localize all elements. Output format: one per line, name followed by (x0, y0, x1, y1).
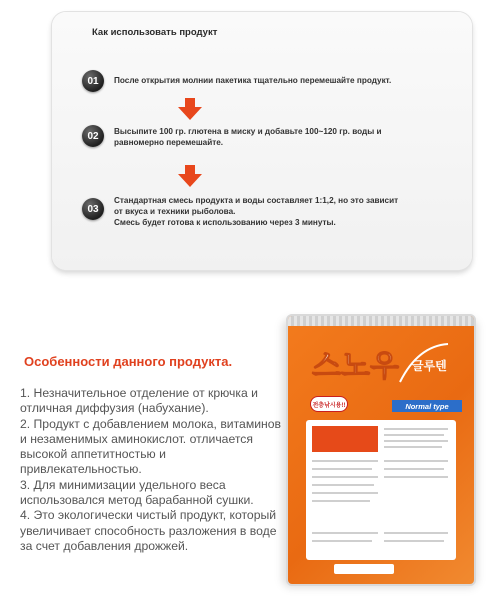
features-list (20, 386, 282, 554)
product-sub-logo-text: 글루텐 (412, 359, 447, 373)
step-line: равномерно перемешайте. (114, 138, 224, 147)
instructions-panel (52, 12, 472, 270)
feature-item: 4. Это экологически чистый продукт, который увеличивает способность разложения в воде за счет добавления дрожжей. (20, 508, 277, 553)
step-text (114, 126, 444, 148)
step-number-badge: 01 (82, 70, 104, 92)
step-number-badge: 02 (82, 125, 104, 147)
down-arrow-icon (178, 98, 202, 120)
step-text (114, 75, 444, 86)
step-text (114, 195, 444, 228)
product-logo-text: 스노우 (312, 349, 399, 384)
step-number-badge: 03 (82, 198, 104, 220)
step-line: Стандартная смесь продукта и воды составляет 1:1,2, но это зависит (114, 196, 399, 205)
feature-item: 1. Незначительное отделение от крючка и отличная диффузия (набухание). (20, 386, 258, 416)
feature-item: 3. Для минимизации удельного веса использовался метод барабанной сушки. (20, 477, 254, 508)
label-red-box (312, 426, 378, 452)
product-type-label: Normal type (392, 400, 462, 412)
instructions-title: Как использовать продукт (92, 27, 218, 38)
step-2 (82, 125, 444, 148)
product-badge: 전층낚시용!! (310, 396, 348, 412)
bag-zip-seal (288, 316, 474, 326)
step-1 (82, 70, 444, 92)
step-3 (82, 198, 444, 228)
features-title: Особенности данного продукта. (24, 354, 233, 369)
product-info-label (306, 420, 456, 560)
product-logo (308, 342, 458, 386)
bag-weight-tag (334, 564, 394, 574)
step-line: После открытия молнии пакетика тщательно перемешайте продукт. (114, 76, 392, 85)
down-arrow-icon (178, 165, 202, 187)
step-line: от вкуса и техники рыболова. (114, 207, 236, 216)
feature-item: 2. Продукт с добавлением молока, витаминов и незаменимых аминокислот. отличается высокой аппетитностью и привлекательностью. (20, 416, 281, 477)
step-line: Высыпите 100 гр. глютена в миску и добавьте 100~120 гр. воды и (114, 127, 382, 136)
product-bag-image (286, 314, 476, 586)
step-line: Смесь будет готова к использованию через 3 минуты. (114, 218, 336, 227)
